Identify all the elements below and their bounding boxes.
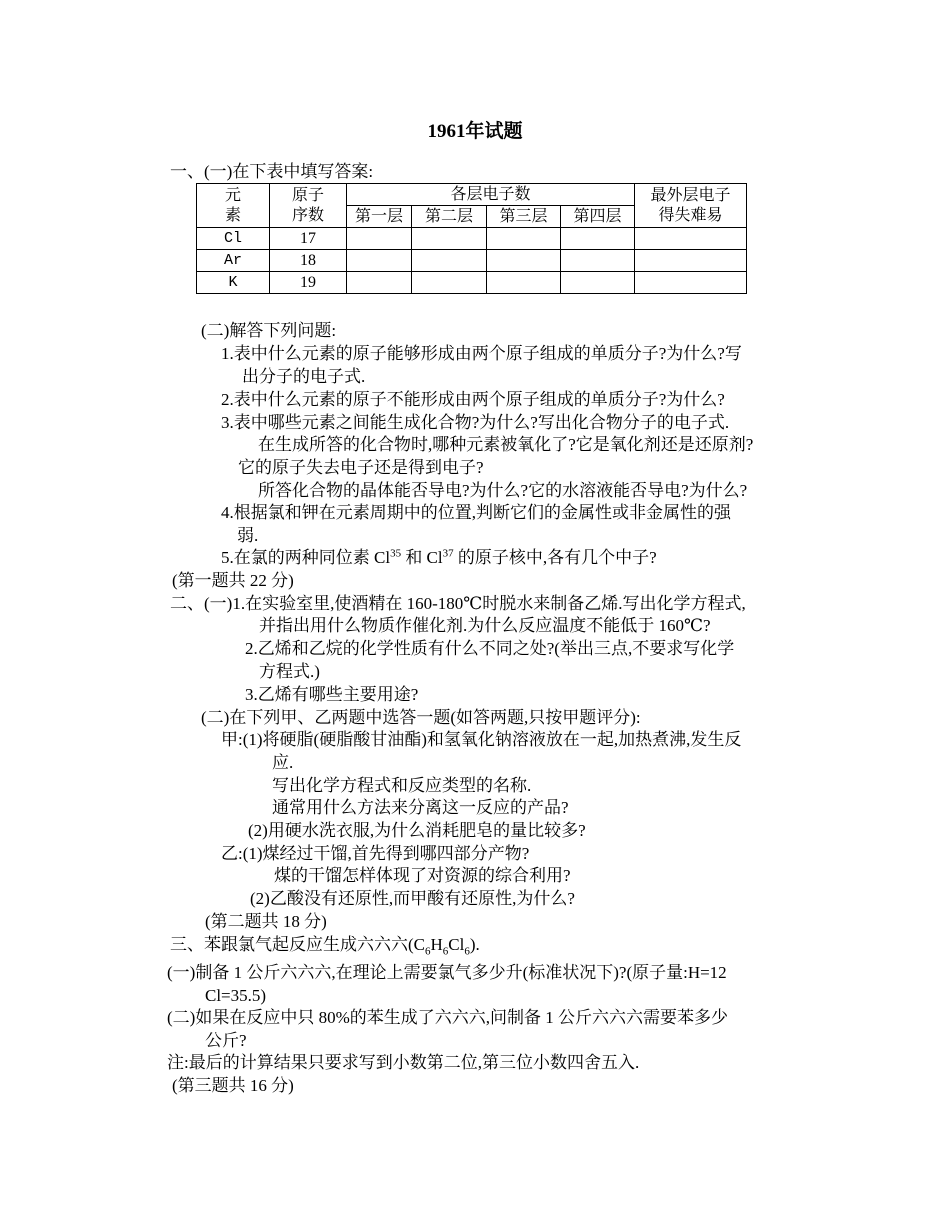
- q1-isotope-line: 5.在氯的两种同位素 Cl$^{35}$ 和 Cl$^{37}$ 的原子核中,各有几个中子?: [221, 547, 657, 567]
- cell-empty: [561, 228, 635, 250]
- q1-part2-header: (二)解答下列问题:: [201, 321, 337, 340]
- q3-note: 注:最后的计算结果只要求写到小数第二位,第三位小数四舍五入.: [167, 1053, 640, 1072]
- q3-line: (一)制备 1 公斤六六六,在理论上需要氯气多少升(标准状况下)?(原子量:H=12: [167, 963, 727, 982]
- q1-line: 4.根据氯和钾在元素周期中的位置,判断它们的金属性或非金属性的强: [221, 503, 731, 522]
- cell-element: K: [197, 272, 270, 294]
- q1-line: 2.表中什么元素的原子不能形成由两个原子组成的单质分子?为什么?: [221, 390, 725, 409]
- header-atomic-number: 原子 序数: [270, 184, 347, 228]
- q3-line: 公斤?: [205, 1031, 247, 1050]
- q2-line: (二)在下列甲、乙两题中选答一题(如答两题,只按甲题评分):: [201, 708, 641, 727]
- q2-line: 写出化学方程式和反应类型的名称.: [272, 776, 532, 795]
- q2-line: 2.乙烯和乙烷的化学性质有什么不同之处?(举出三点,不要求写化学: [245, 639, 735, 658]
- q2-line: 通常用什么方法来分离这一反应的产品?: [272, 798, 569, 817]
- cell-empty: [561, 250, 635, 272]
- q3-score: (第三题共 16 分): [172, 1076, 294, 1095]
- q1-line: 出分子的电子式.: [242, 367, 366, 386]
- q1-intro: 一、(一)在下表中填写答案:: [170, 162, 374, 181]
- cell-empty: [487, 272, 561, 294]
- q2-line: 并指出用什么物质作催化剂.为什么反应温度不能低于 160℃?: [259, 616, 711, 635]
- q3-line: Cl=35.5): [205, 986, 267, 1005]
- cell-empty: [487, 250, 561, 272]
- cell-number: 18: [270, 250, 347, 272]
- cell-empty: [635, 228, 747, 250]
- cell-number: 17: [270, 228, 347, 250]
- q2-line: 二、(一)1.在实验室里,使酒精在 160-180℃时脱水来制备乙烯.写出化学方程式,: [170, 594, 746, 613]
- q1-line: 它的原子失去电子还是得到电子?: [238, 458, 484, 477]
- q1-line: 1.表中什么元素的原子能够形成由两个原子组成的单质分子?为什么?写: [221, 344, 742, 363]
- q2-line: (2)乙酸没有还原性,而甲酸有还原性,为什么?: [250, 889, 575, 908]
- header-layer-1: 第一层: [347, 206, 412, 228]
- cell-number: 19: [270, 272, 347, 294]
- q3-line: (二)如果在反应中只 80%的苯生成了六六六,问制备 1 公斤六六六需要苯多少: [167, 1008, 728, 1027]
- q2-line: 乙:(1)煤经过干馏,首先得到哪四部分产物?: [221, 844, 530, 863]
- q1-line: 3.表中哪些元素之间能生成化合物?为什么?写出化合物分子的电子式.: [221, 413, 730, 432]
- table-row: [197, 272, 747, 294]
- table-row: [197, 228, 747, 250]
- cell-empty: [412, 228, 487, 250]
- q2-line: 3.乙烯有哪些主要用途?: [245, 685, 419, 704]
- q1-line: 弱.: [237, 526, 259, 545]
- cell-empty: [412, 250, 487, 272]
- cell-empty: [412, 272, 487, 294]
- q1-line: 所答化合物的晶体能否导电?为什么?它的水溶液能否导电?为什么?: [258, 481, 748, 500]
- q2-line: 应.: [272, 753, 294, 772]
- cell-empty: [347, 250, 412, 272]
- q1-score: (第一题共 22 分): [172, 571, 294, 590]
- cell-empty: [347, 272, 412, 294]
- q2-line: 甲:(1)将硬脂(硬脂酸甘油酯)和氢氧化钠溶液放在一起,加热煮沸,发生反: [221, 730, 742, 749]
- table-row: [197, 250, 747, 272]
- cell-empty: [347, 228, 412, 250]
- cell-empty: [635, 272, 747, 294]
- header-layer-2: 第二层: [412, 206, 487, 228]
- header-element: 元 素: [197, 184, 270, 228]
- page-title: 1961年试题: [427, 121, 523, 142]
- electron-table: [196, 183, 747, 294]
- q2-line: 煤的干馏怎样体现了对资源的综合利用?: [274, 866, 571, 885]
- cell-element: Cl: [197, 228, 270, 250]
- cell-element: Ar: [197, 250, 270, 272]
- cell-empty: [561, 272, 635, 294]
- header-layer-3: 第三层: [487, 206, 561, 228]
- cell-empty: [487, 228, 561, 250]
- q2-score: (第二题共 18 分): [205, 912, 327, 931]
- cell-empty: [635, 250, 747, 272]
- q2-line: 方程式.): [259, 662, 320, 681]
- header-layer-4: 第四层: [561, 206, 635, 228]
- q2-line: (2)用硬水洗衣服,为什么消耗肥皂的量比较多?: [248, 821, 586, 840]
- q3-intro: 三、苯跟氯气起反应生成六六六$(C_6H_6Cl_6)$.: [170, 935, 480, 958]
- q1-line: 在生成所答的化合物时,哪种元素被氧化了?它是氧化剂还是还原剂?: [258, 435, 754, 454]
- header-layers: 各层电子数: [347, 184, 635, 206]
- header-outer-layer: 最外层电子 得失难易: [635, 184, 747, 228]
